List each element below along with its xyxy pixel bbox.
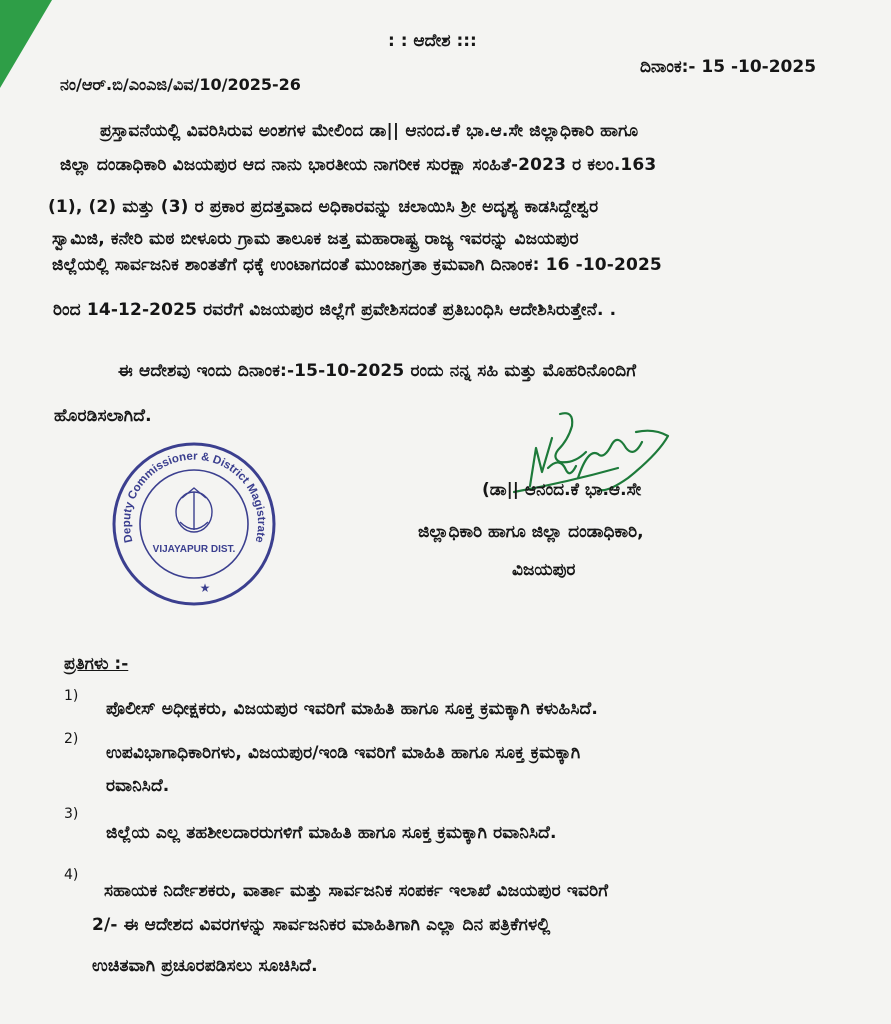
emblem-icon: [176, 488, 212, 532]
body-line: ಹೊರಡಿಸಲಾಗಿದೆ.: [54, 406, 152, 426]
reference-number: ನಂ/ಆರ್.ಬಿ/ಎಂಎಜಿ/ವಿವ/10/2025-26: [60, 75, 301, 94]
body-line: ಜಿಲ್ಲೆಯಲ್ಲಿ ಸಾರ್ವಜನಿಕ ಶಾಂತತೆಗೆ ಧಕ್ಕೆ ಉಂಟಾಗದಂತೆ ಮುಂಜಾಗ್ರತಾ ಕ್ರಮವಾಗಿ ದಿನಾಂಕ: 16 -10-2025: [52, 255, 662, 275]
body-line: ಈ ಆದೇಶವು ಇಂದು ದಿನಾಂಕ:-15-10-2025 ರಂದು ನನ್ನ ಸಹಿ ಮತ್ತು ಮೊಹರಿನೊಂದಿಗೆ: [118, 361, 637, 381]
body-line: ಪ್ರಸ್ತಾವನೆಯಲ್ಲಿ ವಿವರಿಸಿರುವ ಅಂಶಗಳ ಮೇಲಿಂದ ಡಾ|| ಆನಂದ.ಕೆ ಭಾ.ಆ.ಸೇ ಜಿಲ್ಲಾಧಿಕಾರಿ ಹಾಗೂ: [100, 121, 639, 141]
copy-item-text: ಸಹಾಯಕ ನಿರ್ದೇಶಕರು, ವಾರ್ತಾ ಮತ್ತು ಸಾರ್ವಜನಿಕ ಸಂಪರ್ಕ ಇಲಾಖೆ ವಿಜಯಪುರ ಇವರಿಗೆ: [104, 881, 609, 901]
copy-item-text: 2/- ಈ ಆದೇಶದ ವಿವರಗಳನ್ನು ಸಾರ್ವಜನಿಕರ ಮಾಹಿತಿಗಾಗಿ ಎಲ್ಲಾ ದಿನ ಪತ್ರಿಕೆಗಳಲ್ಲಿ: [92, 915, 551, 935]
signatory-place: ವಿಜಯಪುರ: [512, 560, 576, 580]
body-line: ರಿಂದ 14-12-2025 ರವರೆಗೆ ವಿಜಯಪುರ ಜಿಲ್ಲೆಗೆ ಪ್ರವೇಶಿಸದಂತೆ ಪ್ರತಿಬಂಧಿಸಿ ಆದೇಶಿಸಿರುತ್ತೇನೆ. .: [53, 300, 617, 320]
body-line: ಸ್ವಾಮಿಜಿ, ಕನೇರಿ ಮಠ ಬೀಳೂರು ಗ್ರಾಮ ತಾಲೂಕ ಜತ್ತ ಮಹಾರಾಷ್ಟ್ರ ರಾಜ್ಯ ಇವರನ್ನು ವಿಜಯಪುರ: [52, 229, 579, 249]
star-icon: ★: [199, 581, 211, 595]
copy-number: 2): [64, 731, 79, 747]
copies-heading: ಪ್ರತಿಗಳು :-: [64, 654, 129, 674]
copy-item-text: ರವಾನಿಸಿದೆ.: [106, 776, 170, 796]
order-date: ದಿನಾಂಕ:- 15 -10-2025: [640, 57, 817, 77]
signatory-designation: ಜಿಲ್ಲಾಧಿಕಾರಿ ಹಾಗೂ ಜಿಲ್ಲಾ ದಂಡಾಧಿಕಾರಿ,: [418, 522, 644, 542]
signatory-name: (ಡಾ|| ಆನಂದ.ಕೆ ಭಾ.ಆ.ಸೇ: [482, 480, 642, 500]
seal-center-text: VIJAYAPUR DIST.: [152, 544, 236, 555]
copy-item-text: ಉಪವಿಭಾಗಾಧಿಕಾರಿಗಳು, ವಿಜಯಪುರ/ಇಂಡಿ ಇವರಿಗೆ ಮಾಹಿತಿ ಹಾಗೂ ಸೂಕ್ತ ಕ್ರಮಕ್ಕಾಗಿ: [106, 743, 581, 763]
body-line: (1), (2) ಮತ್ತು (3) ರ ಪ್ರಕಾರ ಪ್ರದತ್ತವಾದ ಅಧಿಕಾರವನ್ನು ಚಲಾಯಿಸಿ ಶ್ರೀ ಅದೃಶ್ಯ ಕಾಡಸಿದ್ದೇಶ್ವರ: [48, 197, 599, 217]
seal-ring-text: Deputy Commissioner & District Magistrate: [120, 450, 268, 544]
copy-number: 4): [64, 867, 79, 883]
official-seal: [110, 440, 278, 608]
document-title: : : ಆದೇಶ :::: [388, 31, 477, 51]
copy-number: 3): [64, 806, 79, 822]
copy-number: 1): [64, 688, 79, 704]
body-line: ಜಿಲ್ಲಾ ದಂಡಾಧಿಕಾರಿ ವಿಜಯಪುರ ಆದ ನಾನು ಭಾರತೀಯ ನಾಗರೀಕ ಸುರಕ್ಷಾ ಸಂಹಿತೆ-2023 ರ ಕಲಂ.163: [60, 155, 657, 175]
copy-item-text: ಜಿಲ್ಲೆಯ ಎಲ್ಲ ತಹಶೀಲದಾರರುಗಳಿಗೆ ಮಾಹಿತಿ ಹಾಗೂ ಸೂಕ್ತ ಕ್ರಮಕ್ಕಾಗಿ ರವಾನಿಸಿದೆ.: [106, 823, 557, 843]
copy-item-text: ಪೊಲೀಸ್ ಅಧೀಕ್ಷಕರು, ವಿಜಯಪುರ ಇವರಿಗೆ ಮಾಹಿತಿ ಹಾಗೂ ಸೂಕ್ತ ಕ್ರಮಕ್ಕಾಗಿ ಕಳುಹಿಸಿದೆ.: [106, 699, 598, 719]
corner-accent: [0, 0, 52, 88]
copy-item-text: ಉಚಿತವಾಗಿ ಪ್ರಚೂರಪಡಿಸಲು ಸೂಚಿಸಿದೆ.: [92, 956, 318, 976]
